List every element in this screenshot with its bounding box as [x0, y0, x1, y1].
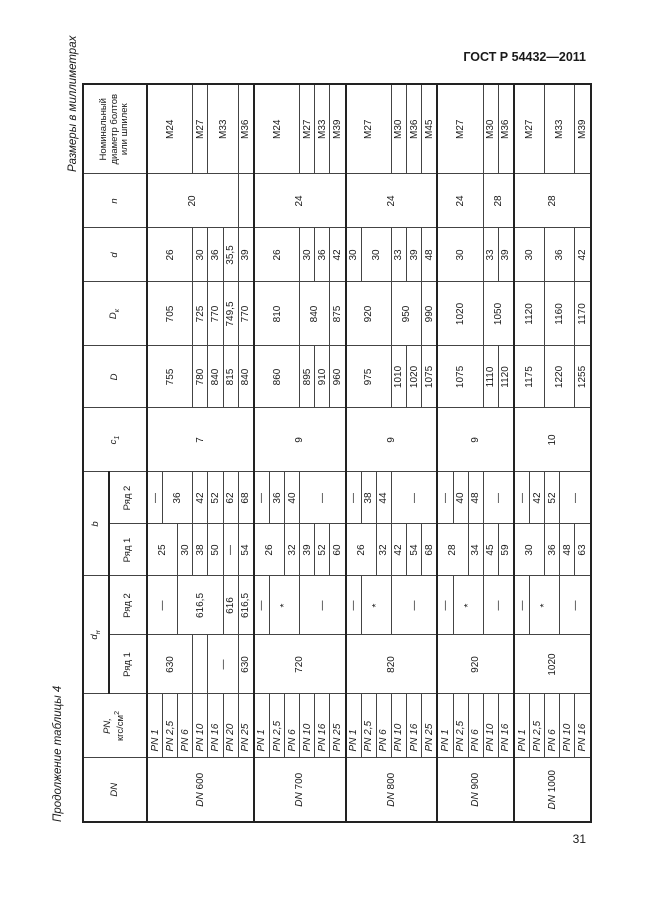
- header-b-row1: Ряд 1: [109, 524, 147, 576]
- Dk-cell: 990: [422, 282, 438, 346]
- b-row2-cell: 40: [453, 472, 468, 524]
- header-dn: DN: [83, 758, 147, 822]
- pn-cell: PN 1: [514, 694, 530, 758]
- pn-cell: PN 1: [147, 694, 163, 758]
- Dk-cell: 1050: [483, 282, 514, 346]
- dn-cell: DN 1000: [514, 758, 591, 822]
- pn-cell: PN 6: [545, 694, 560, 758]
- dn-cell: DN 800: [346, 758, 438, 822]
- dh-row1-cell: 630: [147, 635, 193, 694]
- bolt-cell: M36: [407, 84, 422, 174]
- header-dh: $d_н$: [83, 576, 109, 694]
- dh-row2-cell: 616: [223, 576, 238, 635]
- header-bolt-diameter: Номинальный диаметр болтов или шпилек: [83, 84, 147, 174]
- b-row2-cell: —: [483, 472, 514, 524]
- header-d: d: [83, 228, 147, 282]
- Dk-cell: 950: [391, 282, 421, 346]
- b-row1-cell: 52: [315, 524, 330, 576]
- dh-row2-cell: —: [300, 576, 346, 635]
- n-cell: 28: [514, 174, 591, 228]
- document-code: ГОСТ Р 54432—2011: [463, 50, 586, 64]
- n-cell: 28: [483, 174, 514, 228]
- Dk-cell: 810: [254, 282, 300, 346]
- b-row1-cell: 59: [498, 524, 514, 576]
- dh-row2-cell: *: [270, 576, 300, 635]
- bolt-cell: M27: [300, 84, 315, 174]
- pn-cell: PN 16: [208, 694, 223, 758]
- d-cell: 33: [391, 228, 406, 282]
- pn-cell: PN 1: [254, 694, 270, 758]
- pn-cell: PN 2,5: [270, 694, 285, 758]
- b-row1-cell: 26: [254, 524, 285, 576]
- D-cell: 975: [346, 346, 392, 408]
- header-pn: PN, кгс/$см^2$: [83, 694, 147, 758]
- dh-row2-cell: *: [530, 576, 560, 635]
- pn-cell: PN 10: [391, 694, 406, 758]
- header-D: D: [83, 346, 147, 408]
- D-cell: 1010: [391, 346, 406, 408]
- units-caption: Размеры в миллиметрах: [67, 35, 79, 172]
- dn-cell: DN 700: [254, 758, 346, 822]
- header-b: b: [83, 472, 109, 576]
- D-cell: 1220: [545, 346, 575, 408]
- Dk-cell: 705: [147, 282, 193, 346]
- pn-cell: PN 16: [315, 694, 330, 758]
- dh-row2-cell: —: [560, 576, 591, 635]
- b-row1-cell: 26: [346, 524, 377, 576]
- b-row1-cell: 68: [422, 524, 438, 576]
- dimensions-table: [82, 83, 592, 823]
- D-cell: 960: [330, 346, 346, 408]
- header-dh-row2: Ряд 2: [109, 576, 147, 635]
- bolt-cell: M36: [498, 84, 514, 174]
- b-row2-cell: 42: [193, 472, 208, 524]
- d-cell: 30: [346, 228, 362, 282]
- b-row1-cell: 45: [483, 524, 498, 576]
- pn-cell: PN 1: [437, 694, 453, 758]
- b-row1-cell: 39: [300, 524, 315, 576]
- dh-row2-cell: —: [391, 576, 437, 635]
- dh-row2-cell: 616,5: [238, 576, 254, 635]
- pn-cell: PN 16: [498, 694, 514, 758]
- bolt-cell: M24: [254, 84, 300, 174]
- D-cell: 1175: [514, 346, 545, 408]
- b-row2-cell: 62: [223, 472, 238, 524]
- d-cell: 36: [545, 228, 575, 282]
- b-row1-cell: 30: [514, 524, 545, 576]
- Dk-cell: 875: [330, 282, 346, 346]
- c1-cell: 7: [147, 408, 254, 472]
- D-cell: 895: [300, 346, 315, 408]
- d-cell: 48: [422, 228, 438, 282]
- pn-cell: PN 2,5: [163, 694, 178, 758]
- pn-cell: PN 25: [330, 694, 346, 758]
- c1-cell: 9: [437, 408, 514, 472]
- bolt-cell: M27: [437, 84, 483, 174]
- n-cell: 24: [346, 174, 438, 228]
- b-row2-cell: 36: [270, 472, 285, 524]
- header-b-row2: Ряд 2: [109, 472, 147, 524]
- dh-row2-cell: 616,5: [178, 576, 223, 635]
- d-cell: 42: [575, 228, 591, 282]
- Dk-cell: 725: [193, 282, 208, 346]
- bolt-cell: M30: [483, 84, 498, 174]
- b-row1-cell: 38: [193, 524, 208, 576]
- d-cell: 26: [147, 228, 193, 282]
- Dk-cell: 770: [208, 282, 223, 346]
- dh-row1-cell: 920: [437, 635, 514, 694]
- Dk-cell: 1020: [437, 282, 483, 346]
- D-cell: 860: [254, 346, 300, 408]
- b-row1-cell: 42: [391, 524, 406, 576]
- bolt-cell: M33: [545, 84, 575, 174]
- pn-cell: PN 2,5: [530, 694, 545, 758]
- b-row2-cell: 52: [545, 472, 560, 524]
- Dk-cell: 920: [346, 282, 392, 346]
- dh-row2-cell: —: [346, 576, 362, 635]
- pn-cell: PN 2,5: [453, 694, 468, 758]
- d-cell: 30: [300, 228, 315, 282]
- n-cell: 24: [254, 174, 346, 228]
- dh-row1-cell: 1020: [514, 635, 591, 694]
- bolt-cell: M33: [208, 84, 238, 174]
- b-row1-cell: 30: [178, 524, 193, 576]
- dh-row2-cell: —: [483, 576, 514, 635]
- D-cell: 840: [208, 346, 223, 408]
- b-row1-cell: 36: [545, 524, 560, 576]
- dh-row1-cell: 720: [254, 635, 346, 694]
- bolt-cell: M30: [391, 84, 406, 174]
- c1-cell: 10: [514, 408, 591, 472]
- d-cell: 36: [208, 228, 223, 282]
- b-row1-cell: —: [223, 524, 238, 576]
- D-cell: 840: [238, 346, 254, 408]
- b-row2-cell: 52: [208, 472, 223, 524]
- bolt-cell: M39: [575, 84, 591, 174]
- d-cell: 42: [330, 228, 346, 282]
- dimensions-table-container: [82, 85, 592, 823]
- pn-cell: PN 20: [223, 694, 238, 758]
- D-cell: 1120: [498, 346, 514, 408]
- pn-cell: PN 25: [238, 694, 254, 758]
- header-c1: $c_1$: [83, 408, 147, 472]
- Dk-cell: 749,5: [223, 282, 238, 346]
- d-cell: 30: [437, 228, 483, 282]
- dn-cell: DN 600: [147, 758, 254, 822]
- bolt-cell: M27: [514, 84, 545, 174]
- pn-cell: PN 6: [178, 694, 193, 758]
- D-cell: 1110: [483, 346, 498, 408]
- header-n: n: [83, 174, 147, 228]
- d-cell: 36: [315, 228, 330, 282]
- D-cell: 910: [315, 346, 330, 408]
- b-row2-cell: —: [346, 472, 362, 524]
- dh-row1-cell: 630: [238, 635, 254, 694]
- pn-cell: PN 10: [193, 694, 208, 758]
- b-row2-cell: 40: [285, 472, 300, 524]
- b-row2-cell: 36: [163, 472, 193, 524]
- pn-cell: PN 10: [560, 694, 575, 758]
- d-cell: 30: [361, 228, 391, 282]
- Dk-cell: 1120: [514, 282, 545, 346]
- b-row1-cell: 25: [147, 524, 178, 576]
- header-Dk: $D_к$: [83, 282, 147, 346]
- dh-row1-cell: —: [208, 635, 238, 694]
- b-row2-cell: 38: [361, 472, 376, 524]
- dh-row2-cell: —: [147, 576, 178, 635]
- Dk-cell: 1160: [545, 282, 575, 346]
- c1-cell: 9: [346, 408, 438, 472]
- d-cell: 30: [514, 228, 545, 282]
- d-cell: 39: [498, 228, 514, 282]
- page-number: 31: [572, 832, 586, 846]
- bolt-cell: M39: [330, 84, 346, 174]
- b-row1-cell: 60: [330, 524, 346, 576]
- d-cell: 39: [407, 228, 422, 282]
- n-cell: 24: [437, 174, 483, 228]
- b-row2-cell: —: [437, 472, 453, 524]
- pn-cell: PN 16: [575, 694, 591, 758]
- bolt-cell: M36: [238, 84, 254, 174]
- Dk-cell: 1170: [575, 282, 591, 346]
- b-row1-cell: 34: [468, 524, 483, 576]
- pn-cell: PN 1: [346, 694, 362, 758]
- b-row1-cell: 48: [560, 524, 575, 576]
- b-row2-cell: 48: [468, 472, 483, 524]
- b-row2-cell: —: [147, 472, 163, 524]
- pn-cell: PN 10: [300, 694, 315, 758]
- b-row1-cell: 32: [285, 524, 300, 576]
- d-cell: 33: [483, 228, 498, 282]
- D-cell: 1255: [575, 346, 591, 408]
- D-cell: 815: [223, 346, 238, 408]
- b-row2-cell: —: [560, 472, 591, 524]
- b-row2-cell: —: [254, 472, 270, 524]
- c1-cell: 9: [254, 408, 346, 472]
- dh-row2-cell: —: [254, 576, 270, 635]
- b-row1-cell: 63: [575, 524, 591, 576]
- b-row2-cell: —: [300, 472, 346, 524]
- b-row1-cell: 50: [208, 524, 223, 576]
- D-cell: 1020: [407, 346, 422, 408]
- b-row2-cell: —: [391, 472, 437, 524]
- b-row1-cell: 32: [376, 524, 391, 576]
- D-cell: 780: [193, 346, 208, 408]
- D-cell: 1075: [437, 346, 483, 408]
- dh-row1-cell: [193, 635, 208, 694]
- dh-row2-cell: *: [453, 576, 483, 635]
- Dk-cell: 840: [300, 282, 330, 346]
- table-continuation-caption: Продолжение таблицы 4: [52, 685, 64, 822]
- b-row2-cell: —: [514, 472, 530, 524]
- d-cell: 30: [193, 228, 208, 282]
- bolt-cell: M45: [422, 84, 438, 174]
- bolt-cell: M27: [193, 84, 208, 174]
- b-row1-cell: 28: [437, 524, 468, 576]
- dh-row1-cell: 820: [346, 635, 438, 694]
- d-cell: 26: [254, 228, 300, 282]
- b-row2-cell: 42: [530, 472, 545, 524]
- dh-row2-cell: —: [437, 576, 453, 635]
- dn-cell: DN 900: [437, 758, 514, 822]
- header-dh-row1: Ряд 1: [109, 635, 147, 694]
- n-cell: 20: [147, 174, 238, 228]
- pn-cell: PN 6: [285, 694, 300, 758]
- pn-cell: PN 6: [376, 694, 391, 758]
- b-row1-cell: 54: [238, 524, 254, 576]
- pn-cell: PN 25: [422, 694, 438, 758]
- dh-row2-cell: *: [361, 576, 391, 635]
- pn-cell: PN 16: [407, 694, 422, 758]
- b-row1-cell: 54: [407, 524, 422, 576]
- pn-cell: PN 6: [468, 694, 483, 758]
- dh-row2-cell: —: [514, 576, 530, 635]
- D-cell: 1075: [422, 346, 438, 408]
- d-cell: 39: [238, 228, 254, 282]
- bolt-cell: M24: [147, 84, 193, 174]
- pn-cell: PN 10: [483, 694, 498, 758]
- b-row2-cell: 68: [238, 472, 254, 524]
- D-cell: 755: [147, 346, 193, 408]
- b-row2-cell: 44: [376, 472, 391, 524]
- pn-cell: PN 2,5: [361, 694, 376, 758]
- bolt-cell: M33: [315, 84, 330, 174]
- d-cell: 35,5: [223, 228, 238, 282]
- bolt-cell: M27: [346, 84, 392, 174]
- Dk-cell: 770: [238, 282, 254, 346]
- n-cell: [238, 174, 254, 228]
